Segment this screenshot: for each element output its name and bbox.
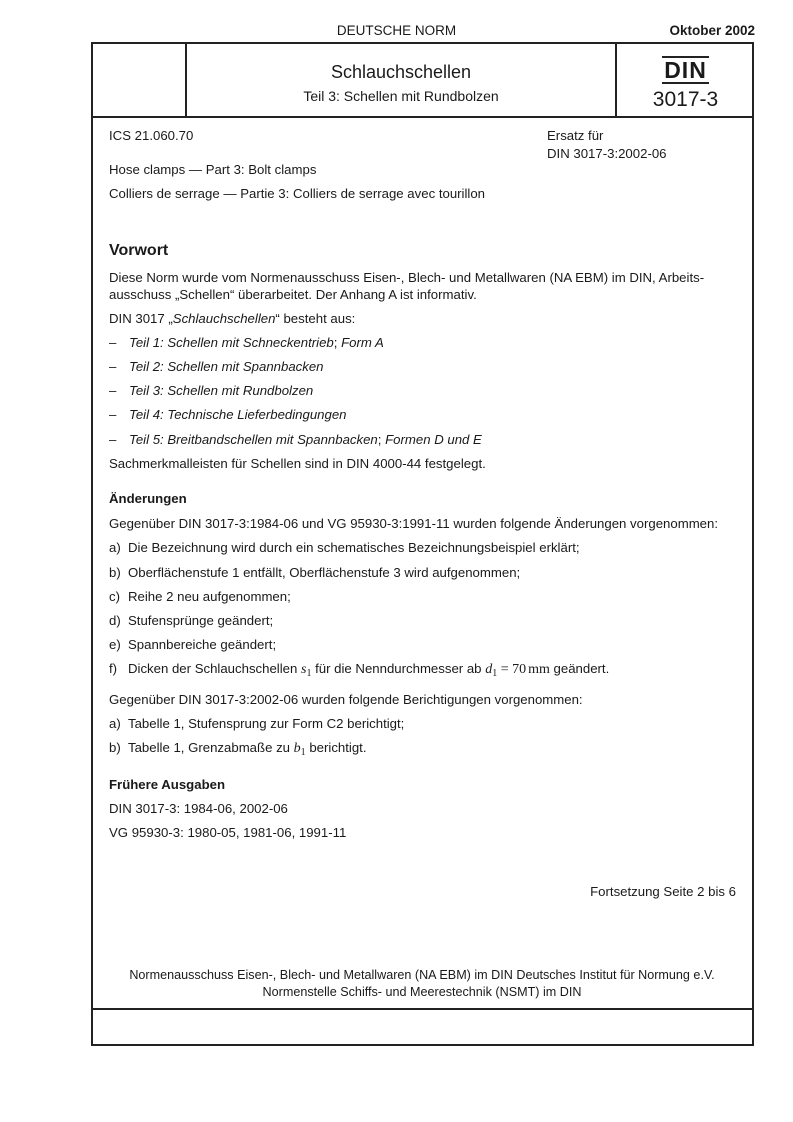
- footer-top-rule: [93, 1008, 752, 1010]
- vorwort-paragraph-line-2: ausschuss „Schellen“ überarbeitet. Der Anhang A ist informativ.: [109, 287, 477, 302]
- list-label: d): [109, 613, 121, 628]
- list-text-end: berichtigt.: [305, 740, 367, 755]
- title-french: Colliers de serrage — Partie 3: Colliers de serrage avec tourillon: [109, 186, 486, 201]
- part-title: Teil 2: Schellen mit Spannbacken: [129, 359, 324, 374]
- section-heading-vorwort: Vorwort: [109, 242, 169, 259]
- series-intro-title: Schlauchschellen: [172, 311, 276, 326]
- list-dash: –: [109, 383, 117, 398]
- list-item: [109, 358, 324, 375]
- list-item: [109, 431, 482, 448]
- list-item: [109, 660, 609, 682]
- series-intro-suffix: “ besteht aus:: [275, 311, 356, 326]
- document-title: Schlauchschellen: [330, 62, 472, 82]
- din-number: 3017-3: [652, 88, 719, 111]
- list-item: [109, 564, 520, 581]
- list-item: [109, 539, 580, 556]
- part-separator: ;: [377, 432, 386, 447]
- list-item: [109, 334, 384, 351]
- list-label: e): [109, 637, 121, 652]
- footer-committee: Normenausschuss Eisen-, Blech- und Metallwaren (NA EBM) im DIN Deutsches Institut für Normung e.V.: [129, 968, 715, 982]
- equation-unit: mm: [528, 662, 550, 677]
- list-item: [109, 588, 291, 605]
- part-title: Teil 4: Technische Lieferbedingungen: [129, 407, 347, 422]
- list-text: Oberflächenstufe 1 entfällt, Oberflächenstufe 3 wird aufgenommen;: [128, 565, 521, 580]
- list-text: Reihe 2 neu aufgenommen;: [128, 589, 291, 604]
- symbol-subscript: 1: [306, 668, 312, 679]
- list-dash: –: [109, 359, 117, 374]
- norm-type: DEUTSCHE NORM: [336, 23, 457, 38]
- list-text-continued: für die Nenndurchmesser ab: [311, 661, 486, 676]
- list-item: [109, 612, 273, 629]
- previous-edition-din: DIN 3017-3: 1984-06, 2002-06: [109, 801, 288, 816]
- list-item: [109, 406, 347, 423]
- list-label: a): [109, 716, 121, 731]
- part-forms: Form A: [341, 335, 384, 350]
- continuation-note: Fortsetzung Seite 2 bis 6: [590, 884, 736, 899]
- list-dash: –: [109, 407, 117, 422]
- ics-code: ICS 21.060.70: [109, 128, 194, 143]
- symbol-b1: [294, 741, 306, 756]
- list-text: Die Bezeichnung wird durch ein schematisches Bezeichnungsbeispiel erklärt;: [128, 540, 580, 555]
- part-separator: ;: [333, 335, 342, 350]
- symbol-s1: [301, 662, 311, 677]
- series-intro: [109, 310, 355, 327]
- list-dash: –: [109, 432, 117, 447]
- list-text: Tabelle 1, Stufensprung zur Form C2 berichtigt;: [128, 716, 405, 731]
- vorwort-closing: Sachmerkmalleisten für Schellen sind in DIN 4000-44 festgelegt.: [109, 456, 486, 471]
- header-bottom-rule: [93, 116, 752, 118]
- list-item: [109, 715, 404, 732]
- replaces-value: DIN 3017-3:2002-06: [547, 146, 667, 161]
- list-label: f): [109, 661, 118, 676]
- symbol-letter: d: [485, 662, 493, 677]
- list-dash: –: [109, 335, 117, 350]
- document-subtitle: Teil 3: Schellen mit Rundbolzen: [303, 88, 499, 104]
- list-item: [109, 382, 313, 399]
- footer-office: Normenstelle Schiffs- und Meerestechnik (NSMT) im DIN: [262, 985, 582, 999]
- list-label: b): [109, 565, 121, 580]
- part-title: Teil 3: Schellen mit Rundbolzen: [129, 383, 314, 398]
- symbol-d1: [485, 662, 497, 677]
- section-heading-aenderungen: Änderungen: [109, 491, 187, 506]
- part-title: Teil 5: Breitbandschellen mit Spannbacken: [129, 432, 378, 447]
- vorwort-paragraph-line-1: Diese Norm wurde vom Normenausschuss Eisen-, Blech- und Metallwaren (NA EBM) im DIN, Arbeits-: [109, 270, 705, 285]
- din-logo-text: DIN: [664, 57, 707, 83]
- list-item: [109, 636, 276, 653]
- part-forms: Formen D und E: [385, 432, 482, 447]
- list-label: b): [109, 740, 121, 755]
- list-label: c): [109, 589, 120, 604]
- din-logo: [617, 56, 754, 84]
- issue-date: Oktober 2002: [669, 23, 755, 38]
- list-text-end: geändert.: [549, 661, 610, 676]
- previous-edition-vg: VG 95930-3: 1980-05, 1981-06, 1991-11: [109, 825, 347, 840]
- list-text: Spannbereiche geändert;: [128, 637, 277, 652]
- list-label: a): [109, 540, 121, 555]
- series-intro-prefix: DIN 3017 „: [109, 311, 173, 326]
- symbol-letter: b: [293, 741, 301, 756]
- symbol-subscript: 1: [492, 668, 498, 679]
- symbol-letter: s: [301, 662, 307, 677]
- changes-intro: Gegenüber DIN 3017-3:1984-06 und VG 95930-3:1991-11 wurden folgende Änderungen vorgenommen:: [109, 516, 719, 531]
- part-title: Teil 1: Schellen mit Schneckentrieb: [129, 335, 334, 350]
- title-english: Hose clamps — Part 3: Bolt clamps: [109, 162, 317, 177]
- symbol-subscript: 1: [300, 747, 306, 758]
- corrections-intro: Gegenüber DIN 3017-3:2002-06 wurden folgende Berichtigungen vorgenommen:: [109, 692, 583, 707]
- replaces-label: Ersatz für: [547, 128, 604, 143]
- list-text: Stufensprünge geändert;: [128, 613, 274, 628]
- list-item: [109, 739, 367, 761]
- list-text: Dicken der Schlauchschellen: [128, 661, 301, 676]
- section-heading-previous-editions: Frühere Ausgaben: [109, 777, 226, 792]
- list-text: Tabelle 1, Grenzabmaße zu: [128, 740, 294, 755]
- equation-value: = 70: [497, 662, 527, 677]
